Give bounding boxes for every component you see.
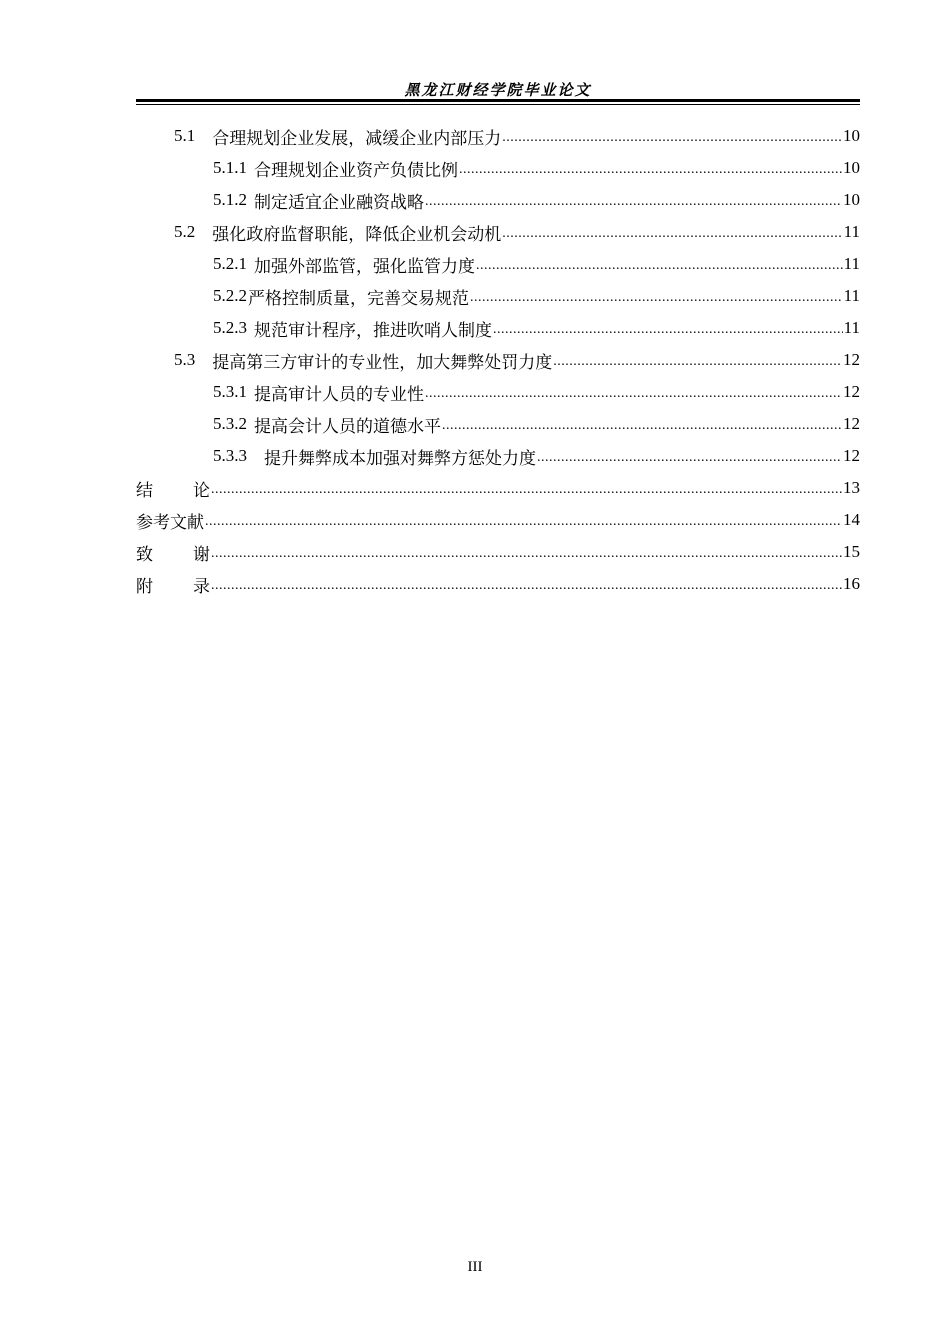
toc-entry-number: 5.3.2	[213, 414, 247, 433]
toc-entry-title: 加强外部监管，强化监管力度	[254, 256, 475, 276]
header-rule-thin	[136, 104, 860, 105]
toc-entry-page: 11	[843, 318, 860, 337]
toc-entry-page: 10	[843, 190, 860, 209]
toc-entry-conclusion[interactable]	[136, 472, 860, 504]
toc-leader-dots	[470, 290, 843, 306]
toc-entry-5-3-3[interactable]	[136, 440, 860, 472]
toc-entry-5-3-2[interactable]	[136, 408, 860, 440]
toc-entry-title: 制定适宜企业融资战略	[254, 192, 424, 212]
toc-entry-appendix[interactable]	[136, 568, 860, 600]
toc-entry-title: 合理规划企业发展，减缓企业内部压力	[212, 128, 502, 148]
toc-entry-5-3-1[interactable]	[136, 376, 860, 408]
toc-entry-page: 12	[843, 446, 860, 465]
toc-entry-number: 5.2.3	[213, 318, 247, 337]
toc-entry-number: 5.1.2	[213, 190, 247, 209]
toc-entry-page: 12	[843, 414, 860, 433]
toc-entry-page: 10	[843, 158, 860, 177]
toc-entry-title: 提高会计人员的道德水平	[254, 416, 441, 436]
toc-leader-dots	[425, 194, 842, 210]
toc-entry-page: 14	[843, 510, 860, 529]
toc-entry-title: 提升舞弊成本加强对舞弊方惩处力度	[264, 448, 536, 468]
toc-entry-number: 5.3	[174, 350, 196, 369]
toc-entry-5-2-2[interactable]	[136, 280, 860, 312]
toc-entry-page: 12	[843, 350, 860, 369]
table-of-contents	[136, 120, 860, 600]
toc-entry-5-1[interactable]	[136, 120, 860, 152]
toc-entry-page: 11	[843, 286, 860, 305]
toc-entry-page: 13	[843, 478, 860, 497]
toc-entry-5-2-1[interactable]	[136, 248, 860, 280]
toc-entry-page: 10	[843, 126, 860, 145]
toc-entry-5-1-2[interactable]	[136, 184, 860, 216]
toc-leader-dots	[211, 482, 842, 498]
toc-leader-dots	[493, 322, 843, 338]
toc-leader-dots	[211, 546, 842, 562]
toc-entry-number: 5.2	[174, 222, 196, 241]
toc-entry-number: 5.1.1	[213, 158, 247, 177]
toc-leader-dots	[476, 258, 843, 274]
toc-entry-title: 严格控制质量，完善交易规范	[248, 288, 469, 308]
toc-entry-page: 12	[843, 382, 860, 401]
toc-leader-dots	[537, 450, 842, 466]
toc-leader-dots	[459, 162, 842, 178]
toc-leader-dots	[502, 130, 842, 146]
toc-entry-page: 15	[843, 542, 860, 561]
toc-leader-dots	[502, 226, 842, 242]
toc-entry-page: 11	[843, 254, 860, 273]
toc-entry-number: 5.2.1	[213, 254, 247, 273]
toc-entry-title: 强化政府监督职能，降低企业机会动机	[212, 224, 502, 244]
header-rule-thick	[136, 99, 860, 102]
toc-entry-page: 16	[843, 574, 860, 593]
toc-leader-dots	[553, 354, 842, 370]
toc-entry-5-2[interactable]	[136, 216, 860, 248]
toc-leader-dots	[425, 386, 842, 402]
toc-leader-dots	[211, 578, 842, 594]
toc-leader-dots	[205, 514, 842, 530]
footer-page-number: III	[467, 1259, 483, 1275]
toc-entry-page: 11	[843, 222, 860, 241]
toc-entry-number: 5.3.1	[213, 382, 247, 401]
toc-entry-title: 合理规划企业资产负债比例	[254, 160, 458, 180]
toc-entry-5-3[interactable]	[136, 344, 860, 376]
toc-entry-5-1-1[interactable]	[136, 152, 860, 184]
toc-leader-dots	[442, 418, 842, 434]
toc-entry-title: 规范审计程序，推进吹哨人制度	[254, 320, 492, 340]
running-header-title: 黑龙江财经学院毕业论文	[404, 81, 592, 99]
toc-entry-number: 5.3.3	[213, 446, 247, 465]
toc-entry-title: 提高审计人员的专业性	[254, 384, 424, 404]
toc-entry-title: 提高第三方审计的专业性，加大舞弊处罚力度	[212, 352, 553, 372]
toc-entry-title: 致谢	[136, 544, 250, 564]
toc-entry-number: 5.1	[174, 126, 196, 145]
toc-entry-acknowledgements[interactable]	[136, 536, 860, 568]
toc-entry-references[interactable]	[136, 504, 860, 536]
toc-entry-title: 附录	[136, 576, 250, 596]
toc-entry-5-2-3[interactable]	[136, 312, 860, 344]
toc-entry-title: 参考文献	[136, 512, 204, 532]
toc-entry-number: 5.2.2	[213, 286, 247, 305]
toc-entry-title: 结论	[136, 480, 250, 500]
